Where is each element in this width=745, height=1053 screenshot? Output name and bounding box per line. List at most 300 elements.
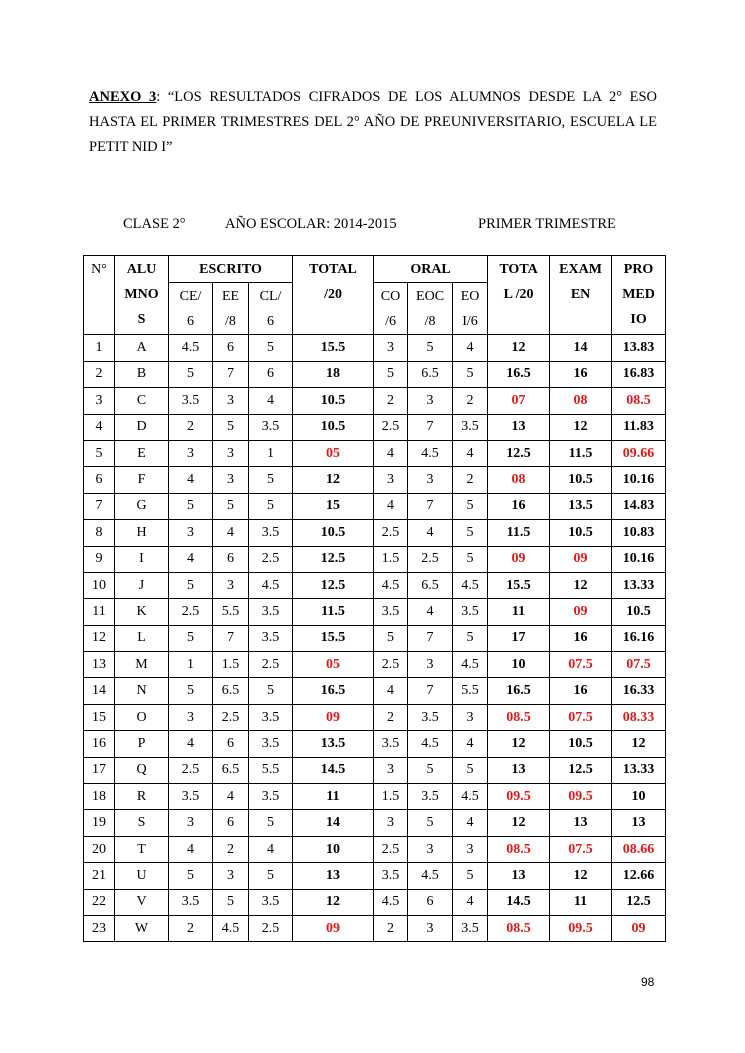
cell-examen: 10.5 — [550, 520, 612, 546]
cell-eoi: 3 — [453, 704, 488, 730]
cell-num: 1 — [84, 335, 115, 361]
trimester-label: PRIMER TRIMESTRE — [478, 216, 616, 232]
cell-eoi: 4 — [453, 731, 488, 757]
cell-cl: 5 — [249, 678, 293, 704]
cell-total-escrito: 10 — [293, 836, 374, 862]
cell-eoi: 5 — [453, 757, 488, 783]
cell-student: E — [115, 440, 169, 466]
cell-eoi: 4.5 — [453, 572, 488, 598]
table-row — [84, 414, 666, 440]
cell-promedio: 08.33 — [612, 704, 666, 730]
cell-total-escrito: 05 — [293, 652, 374, 678]
cell-ce: 2.5 — [169, 757, 213, 783]
cell-promedio: 07.5 — [612, 652, 666, 678]
annex-heading — [89, 85, 657, 160]
cell-co: 3.5 — [374, 731, 408, 757]
cell-student: V — [115, 889, 169, 915]
table-row — [84, 467, 666, 493]
cell-total-oral: 11.5 — [488, 520, 550, 546]
cell-total-escrito: 16.5 — [293, 678, 374, 704]
cell-ee: 6 — [213, 335, 249, 361]
cell-student: M — [115, 652, 169, 678]
cell-total-oral: 12 — [488, 810, 550, 836]
cell-co: 5 — [374, 361, 408, 387]
cell-ce: 3 — [169, 520, 213, 546]
cell-eoi: 5 — [453, 863, 488, 889]
cell-student: R — [115, 784, 169, 810]
cell-promedio: 08.66 — [612, 836, 666, 862]
header-num: N° — [84, 256, 115, 335]
cell-examen: 13 — [550, 810, 612, 836]
cell-total-escrito: 15.5 — [293, 335, 374, 361]
cell-ce: 3.5 — [169, 889, 213, 915]
cell-eoc: 7 — [408, 625, 453, 651]
cell-student: F — [115, 467, 169, 493]
results-table — [83, 255, 666, 942]
cell-co: 4 — [374, 440, 408, 466]
cell-examen: 16 — [550, 625, 612, 651]
cell-ee: 7 — [213, 625, 249, 651]
cell-student: O — [115, 704, 169, 730]
cell-total-oral: 12 — [488, 731, 550, 757]
table-row — [84, 704, 666, 730]
cell-examen: 09 — [550, 599, 612, 625]
table-row — [84, 625, 666, 651]
cell-ee: 7 — [213, 361, 249, 387]
cell-ce: 2 — [169, 414, 213, 440]
cell-promedio: 10 — [612, 784, 666, 810]
cell-total-escrito: 13 — [293, 863, 374, 889]
cell-cl: 3.5 — [249, 704, 293, 730]
cell-eoi: 4 — [453, 889, 488, 915]
cell-cl: 3.5 — [249, 784, 293, 810]
cell-co: 5 — [374, 625, 408, 651]
cell-ee: 6 — [213, 731, 249, 757]
cell-ee: 5.5 — [213, 599, 249, 625]
header-ce: CE/ 6 — [169, 283, 213, 335]
cell-cl: 4 — [249, 836, 293, 862]
cell-cl: 1 — [249, 440, 293, 466]
cell-co: 3 — [374, 335, 408, 361]
annex-label: ANEXO 3 — [89, 89, 157, 105]
cell-total-escrito: 18 — [293, 361, 374, 387]
table-row — [84, 915, 666, 941]
cell-num: 7 — [84, 493, 115, 519]
cell-ee: 4.5 — [213, 915, 249, 941]
cell-total-oral: 13 — [488, 757, 550, 783]
cell-total-oral: 09 — [488, 546, 550, 572]
cell-cl: 3.5 — [249, 414, 293, 440]
table-row — [84, 863, 666, 889]
cell-num: 5 — [84, 440, 115, 466]
cell-promedio: 11.83 — [612, 414, 666, 440]
header-co: CO /6 — [374, 283, 408, 335]
cell-num: 11 — [84, 599, 115, 625]
cell-total-oral: 07 — [488, 388, 550, 414]
cell-examen: 08 — [550, 388, 612, 414]
cell-co: 3 — [374, 757, 408, 783]
cell-num: 21 — [84, 863, 115, 889]
cell-ee: 5 — [213, 493, 249, 519]
cell-eoc: 3.5 — [408, 784, 453, 810]
cell-promedio: 16.33 — [612, 678, 666, 704]
cell-student: B — [115, 361, 169, 387]
cell-ee: 3 — [213, 863, 249, 889]
table-row — [84, 335, 666, 361]
cell-num: 23 — [84, 915, 115, 941]
cell-cl: 5 — [249, 467, 293, 493]
cell-co: 1.5 — [374, 546, 408, 572]
table-row — [84, 546, 666, 572]
cell-total-escrito: 14 — [293, 810, 374, 836]
cell-num: 18 — [84, 784, 115, 810]
cell-total-escrito: 10.5 — [293, 520, 374, 546]
cell-co: 1.5 — [374, 784, 408, 810]
cell-ce: 3 — [169, 704, 213, 730]
cell-student: G — [115, 493, 169, 519]
cell-student: T — [115, 836, 169, 862]
cell-num: 6 — [84, 467, 115, 493]
cell-total-escrito: 14.5 — [293, 757, 374, 783]
results-body — [84, 335, 666, 942]
cell-eoi: 2 — [453, 388, 488, 414]
cell-cl: 5 — [249, 335, 293, 361]
table-row — [84, 810, 666, 836]
cell-total-escrito: 11 — [293, 784, 374, 810]
cell-promedio: 12.5 — [612, 889, 666, 915]
cell-student: N — [115, 678, 169, 704]
cell-num: 19 — [84, 810, 115, 836]
cell-cl: 5 — [249, 493, 293, 519]
cell-promedio: 10.83 — [612, 520, 666, 546]
cell-total-escrito: 12 — [293, 467, 374, 493]
header-total-escrito: TOTAL /20 — [293, 256, 374, 335]
cell-ee: 5 — [213, 889, 249, 915]
cell-num: 4 — [84, 414, 115, 440]
cell-cl: 2.5 — [249, 652, 293, 678]
cell-eoi: 5.5 — [453, 678, 488, 704]
cell-ce: 4 — [169, 546, 213, 572]
cell-ce: 5 — [169, 625, 213, 651]
cell-num: 17 — [84, 757, 115, 783]
cell-total-oral: 09.5 — [488, 784, 550, 810]
cell-promedio: 13.33 — [612, 572, 666, 598]
header-eoi: EO I/6 — [453, 283, 488, 335]
cell-ce: 5 — [169, 493, 213, 519]
cell-examen: 09.5 — [550, 784, 612, 810]
cell-ce: 4 — [169, 731, 213, 757]
cell-num: 12 — [84, 625, 115, 651]
cell-eoc: 3.5 — [408, 704, 453, 730]
cell-examen: 07.5 — [550, 704, 612, 730]
cell-examen: 07.5 — [550, 836, 612, 862]
cell-total-oral: 16 — [488, 493, 550, 519]
cell-eoc: 4 — [408, 599, 453, 625]
cell-eoc: 5 — [408, 757, 453, 783]
cell-student: Q — [115, 757, 169, 783]
cell-ee: 6 — [213, 546, 249, 572]
cell-examen: 11 — [550, 889, 612, 915]
cell-eoi: 2 — [453, 467, 488, 493]
cell-cl: 3.5 — [249, 625, 293, 651]
cell-total-escrito: 12 — [293, 889, 374, 915]
table-row — [84, 440, 666, 466]
cell-cl: 5 — [249, 810, 293, 836]
cell-promedio: 16.16 — [612, 625, 666, 651]
cell-eoi: 3.5 — [453, 915, 488, 941]
cell-eoi: 3.5 — [453, 414, 488, 440]
cell-eoi: 5 — [453, 361, 488, 387]
cell-cl: 2.5 — [249, 915, 293, 941]
cell-co: 4 — [374, 493, 408, 519]
cell-examen: 12.5 — [550, 757, 612, 783]
cell-num: 2 — [84, 361, 115, 387]
cell-eoi: 3.5 — [453, 599, 488, 625]
cell-cl: 4 — [249, 388, 293, 414]
cell-examen: 12 — [550, 863, 612, 889]
cell-co: 2 — [374, 915, 408, 941]
cell-examen: 14 — [550, 335, 612, 361]
cell-promedio: 10.5 — [612, 599, 666, 625]
cell-examen: 09 — [550, 546, 612, 572]
cell-ee: 4 — [213, 520, 249, 546]
header-promedio: PRO MED IO — [612, 256, 666, 335]
cell-student: L — [115, 625, 169, 651]
cell-ce: 3.5 — [169, 388, 213, 414]
header-escrito: ESCRITO — [169, 256, 293, 283]
cell-ee: 3 — [213, 572, 249, 598]
table-row — [84, 652, 666, 678]
cell-total-oral: 10 — [488, 652, 550, 678]
cell-co: 2.5 — [374, 652, 408, 678]
cell-co: 3 — [374, 467, 408, 493]
cell-examen: 13.5 — [550, 493, 612, 519]
cell-cl: 3.5 — [249, 520, 293, 546]
cell-eoc: 4 — [408, 520, 453, 546]
cell-cl: 5.5 — [249, 757, 293, 783]
cell-ce: 2.5 — [169, 599, 213, 625]
cell-examen: 12 — [550, 572, 612, 598]
cell-total-oral: 08.5 — [488, 915, 550, 941]
cell-total-escrito: 12.5 — [293, 546, 374, 572]
header-cl: CL/ 6 — [249, 283, 293, 335]
cell-ee: 2.5 — [213, 704, 249, 730]
cell-student: S — [115, 810, 169, 836]
cell-co: 2.5 — [374, 414, 408, 440]
cell-total-escrito: 10.5 — [293, 388, 374, 414]
cell-ce: 4 — [169, 836, 213, 862]
cell-promedio: 10.16 — [612, 546, 666, 572]
cell-student: U — [115, 863, 169, 889]
cell-examen: 09.5 — [550, 915, 612, 941]
cell-co: 2.5 — [374, 836, 408, 862]
cell-total-escrito: 11.5 — [293, 599, 374, 625]
cell-eoc: 6.5 — [408, 572, 453, 598]
cell-num: 13 — [84, 652, 115, 678]
cell-total-oral: 08.5 — [488, 704, 550, 730]
cell-ee: 4 — [213, 784, 249, 810]
cell-cl: 5 — [249, 863, 293, 889]
cell-ce: 3 — [169, 810, 213, 836]
cell-student: H — [115, 520, 169, 546]
header-examen: EXAM EN — [550, 256, 612, 335]
cell-total-escrito: 15 — [293, 493, 374, 519]
cell-promedio: 14.83 — [612, 493, 666, 519]
cell-eoc: 4.5 — [408, 863, 453, 889]
cell-ce: 5 — [169, 863, 213, 889]
cell-num: 16 — [84, 731, 115, 757]
table-row — [84, 757, 666, 783]
cell-eoi: 3 — [453, 836, 488, 862]
cell-co: 2 — [374, 704, 408, 730]
cell-total-oral: 13 — [488, 414, 550, 440]
cell-student: C — [115, 388, 169, 414]
cell-eoc: 5 — [408, 335, 453, 361]
cell-student: W — [115, 915, 169, 941]
cell-student: D — [115, 414, 169, 440]
cell-eoi: 4 — [453, 440, 488, 466]
cell-total-oral: 17 — [488, 625, 550, 651]
cell-student: P — [115, 731, 169, 757]
cell-promedio: 13 — [612, 810, 666, 836]
cell-eoi: 4 — [453, 810, 488, 836]
cell-co: 2 — [374, 388, 408, 414]
cell-eoc: 3 — [408, 652, 453, 678]
table-row — [84, 784, 666, 810]
cell-promedio: 08.5 — [612, 388, 666, 414]
cell-promedio: 12.66 — [612, 863, 666, 889]
cell-examen: 10.5 — [550, 731, 612, 757]
cell-total-oral: 16.5 — [488, 678, 550, 704]
cell-co: 4.5 — [374, 889, 408, 915]
cell-total-escrito: 09 — [293, 915, 374, 941]
cell-examen: 12 — [550, 414, 612, 440]
cell-cl: 3.5 — [249, 599, 293, 625]
cell-ee: 1.5 — [213, 652, 249, 678]
cell-promedio: 13.83 — [612, 335, 666, 361]
cell-num: 10 — [84, 572, 115, 598]
cell-total-oral: 08 — [488, 467, 550, 493]
table-row — [84, 572, 666, 598]
cell-eoi: 5 — [453, 546, 488, 572]
header-total-oral: TOTA L /20 — [488, 256, 550, 335]
cell-ce: 5 — [169, 361, 213, 387]
cell-ee: 5 — [213, 414, 249, 440]
cell-ce: 2 — [169, 915, 213, 941]
cell-ee: 3 — [213, 388, 249, 414]
cell-eoc: 6 — [408, 889, 453, 915]
table-row — [84, 599, 666, 625]
cell-co: 3.5 — [374, 599, 408, 625]
cell-eoc: 3 — [408, 467, 453, 493]
header-eoc: EOC /8 — [408, 283, 453, 335]
cell-eoc: 6.5 — [408, 361, 453, 387]
cell-eoc: 3 — [408, 836, 453, 862]
cell-ce: 3 — [169, 440, 213, 466]
cell-eoi: 5 — [453, 520, 488, 546]
cell-ee: 6.5 — [213, 678, 249, 704]
cell-promedio: 09.66 — [612, 440, 666, 466]
cell-promedio: 16.83 — [612, 361, 666, 387]
table-row — [84, 520, 666, 546]
cell-examen: 16 — [550, 678, 612, 704]
cell-student: I — [115, 546, 169, 572]
cell-eoc: 4.5 — [408, 731, 453, 757]
cell-ce: 5 — [169, 678, 213, 704]
cell-student: A — [115, 335, 169, 361]
cell-student: J — [115, 572, 169, 598]
cell-cl: 3.5 — [249, 731, 293, 757]
cell-total-escrito: 13.5 — [293, 731, 374, 757]
class-label: CLASE 2° — [123, 216, 186, 232]
cell-promedio: 10.16 — [612, 467, 666, 493]
cell-total-escrito: 09 — [293, 704, 374, 730]
cell-co: 4.5 — [374, 572, 408, 598]
cell-eoc: 7 — [408, 414, 453, 440]
cell-examen: 07.5 — [550, 652, 612, 678]
cell-total-escrito: 10.5 — [293, 414, 374, 440]
cell-total-oral: 16.5 — [488, 361, 550, 387]
cell-examen: 16 — [550, 361, 612, 387]
table-row — [84, 361, 666, 387]
annex-title: : “LOS RESULTADOS CIFRADOS DE LOS ALUMNOS DESDE LA 2° ESO HASTA EL PRIMER TRIMESTRES DEL 2° AÑO DE PREUNIVERSITARIO, ESCUELA LE PETIT NID I” — [89, 89, 657, 155]
page-number: 98 — [641, 975, 655, 989]
table-row — [84, 731, 666, 757]
table-row — [84, 388, 666, 414]
cell-eoc: 3 — [408, 915, 453, 941]
cell-cl: 4.5 — [249, 572, 293, 598]
cell-num: 22 — [84, 889, 115, 915]
cell-total-oral: 14.5 — [488, 889, 550, 915]
header-oral: ORAL — [374, 256, 488, 283]
cell-total-oral: 12.5 — [488, 440, 550, 466]
cell-promedio: 09 — [612, 915, 666, 941]
table-row — [84, 889, 666, 915]
cell-cl: 2.5 — [249, 546, 293, 572]
cell-total-oral: 13 — [488, 863, 550, 889]
cell-num: 14 — [84, 678, 115, 704]
cell-eoi: 4.5 — [453, 652, 488, 678]
cell-total-oral: 08.5 — [488, 836, 550, 862]
cell-eoc: 4.5 — [408, 440, 453, 466]
cell-co: 3.5 — [374, 863, 408, 889]
cell-ee: 2 — [213, 836, 249, 862]
cell-ee: 6.5 — [213, 757, 249, 783]
cell-student: K — [115, 599, 169, 625]
cell-num: 3 — [84, 388, 115, 414]
cell-ce: 3.5 — [169, 784, 213, 810]
cell-total-escrito: 12.5 — [293, 572, 374, 598]
school-year-label: AÑO ESCOLAR: 2014-2015 — [225, 216, 397, 232]
cell-eoc: 5 — [408, 810, 453, 836]
cell-eoc: 3 — [408, 388, 453, 414]
cell-ee: 3 — [213, 440, 249, 466]
cell-eoc: 7 — [408, 493, 453, 519]
cell-promedio: 12 — [612, 731, 666, 757]
table-row — [84, 678, 666, 704]
cell-ce: 4.5 — [169, 335, 213, 361]
cell-total-oral: 12 — [488, 335, 550, 361]
table-row — [84, 836, 666, 862]
cell-cl: 6 — [249, 361, 293, 387]
cell-ee: 6 — [213, 810, 249, 836]
cell-num: 9 — [84, 546, 115, 572]
table-row — [84, 493, 666, 519]
cell-cl: 3.5 — [249, 889, 293, 915]
cell-co: 3 — [374, 810, 408, 836]
cell-promedio: 13.33 — [612, 757, 666, 783]
cell-eoc: 2.5 — [408, 546, 453, 572]
